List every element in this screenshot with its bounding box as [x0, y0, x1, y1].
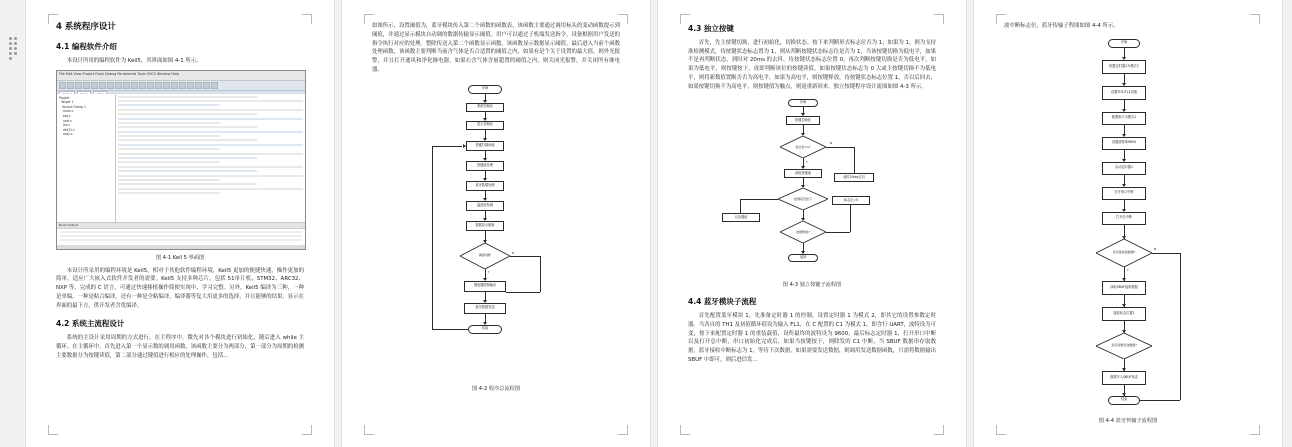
- flow-node-start: 开始: [788, 99, 818, 107]
- section-heading-4-3: 4.3 独立按键: [688, 24, 734, 33]
- flow-node-threshold-decision: [460, 243, 510, 269]
- figure-caption: 图 4-3 独立按键子流程图: [782, 282, 842, 289]
- drag-handle-dots[interactable]: [8, 36, 19, 54]
- flow-node-flag-decision: [780, 136, 826, 158]
- paragraph: 本设计所采用的编程环境是 Keil5，相对于其他软件编程环境，Keil5 更加的便捷快速，操作更加的简单。适应广大嵌入式软件开发者的需要。Keil5 支持多种芯片，包括 51单片机、STM32、ARC32、NXP 等，完成的 C 语言，可通过快速移植操作简便实现中、学习完整。另外，Keil5 编译为三种，一种是单编，一种是粘合编译，还有一种是全粘编译，编译器等复大用更多的选择，并且能够的结果，显示在界面的最下方，供开发者含优编译。: [56, 267, 304, 309]
- ide-project-tree: Project Target 1 Source Group 1 main.c key.c uart.c lcd.c dht11.c mq2.c: [57, 94, 116, 223]
- paragraph: 如图所示，设置阈值为，蓝牙模块传入第二个函数的函数表，该函数主要通过调用标头的变动函数提示到阈值，并通过显示模块自动调的数据传输显示阈值。用户可以通过子机端发送指令，设备根据用户发送的指令执行对应的处理。整除传送入第二个函数显示函数，该函数显示数据显示阈值，最后进入当前个函数处理函数，该函数主要判断当前含气体是否合适置的阈值之内，如果有是个关于设置的最大值，则外光报警，并且打开通风和净化继电器，如果右含气体含量超置的阈值之内，则关闭光报警，并关闭所有继电器。: [372, 23, 620, 73]
- flow-node-bluetooth-process: 蓝牙数据处理: [466, 181, 504, 191]
- flow-node-relay-output: 继电器控制输出: [464, 281, 506, 292]
- main-flowchart: [372, 81, 620, 381]
- document-page-3[interactable]: [658, 0, 966, 447]
- ide-toolbar: [57, 81, 305, 91]
- section-heading-4-2: 4.2 系统主流程设计: [56, 319, 125, 329]
- flow-edge-label-yes: Y: [806, 160, 808, 165]
- document-page-1[interactable]: [26, 0, 334, 447]
- flow-node-release-decision: [780, 221, 826, 243]
- flow-node-send-decision: [1096, 333, 1152, 359]
- flow-node-sensor-read: 温湿度检测: [466, 201, 504, 211]
- page-3-body: [688, 22, 936, 427]
- keil-ide-screenshot: [56, 70, 306, 250]
- paragraph: 波中断标志位，蓝牙传输子程图如图 4-4 所示。: [1004, 23, 1119, 29]
- flow-node-start: 开始: [468, 85, 502, 94]
- flow-node-set-flag: 接收标志位置1: [1102, 307, 1146, 321]
- section-heading-4-1: 4.1 编程软件介绍: [56, 42, 117, 52]
- ide-build-output: Build Output: [57, 222, 305, 249]
- flow-edge-label-no: N: [512, 250, 515, 255]
- flow-node-system-init: 系统初始化: [466, 103, 504, 112]
- ide-code-editor: [116, 94, 305, 223]
- flow-node-debounce: 延时20ms去抖: [834, 173, 874, 182]
- flow-node-return: 返回: [788, 254, 818, 262]
- flow-edge-label-no: N: [830, 141, 833, 146]
- flow-node-flag-clear: 标志位=0: [832, 196, 870, 205]
- page-title: 4 系统程序设计: [56, 22, 116, 32]
- bluetooth-flowchart: [1004, 37, 1252, 413]
- key-flowchart: [688, 97, 936, 277]
- flow-node-refresh-display: 数据显示刷新: [466, 221, 504, 231]
- flow-node-label: 按键释放?: [796, 229, 810, 234]
- flow-node-receive-decision: [1096, 239, 1152, 267]
- page-container: [26, 0, 1282, 447]
- paragraph: 首先配置蓝牙模块 1，先准备定时器 1 的控制、设置定时器 1 为模式 2，即其它的设置参数定时器。当各自的 TH1 及初值循环值设为输入 FL1，在 C 配置的 C1 为模式 1，即含行 UART，波特设为可变，按下来配置定时器 1 的重装载值，设所最终的波特设为 9600。最后标志定时器 1，打开串口中断以及打开总中断，串口初始化完成后，如果当按键按下，则除发的 C1 中断，当 SBUF 数据串存取数据，蓝牙接收中断标志为 1，等待下次数据。如果需要发送数据，则调用发送数据函数，只需将数据输出 SBUF 中即可。则后进信发…: [688, 313, 936, 363]
- flow-node-key-init: 按键初始化: [786, 116, 820, 125]
- flow-node-global-interrupt: 打开总中断: [1102, 212, 1146, 225]
- ide-status-bar: [57, 245, 305, 249]
- document-page-4[interactable]: [974, 0, 1282, 447]
- page-1-body: [56, 22, 304, 427]
- flow-node-start: 开始: [1108, 39, 1140, 48]
- flow-node-key-scan: 按键扫描读值: [466, 141, 504, 151]
- paragraph: 首先，先主按键切换，进行初始化，切换状态。按下来判断形式标志位否为 1；如果为 1，则为支持准检测模式，待按键状态标志置为 1，则从判断按键状态标志位是否为 1，当该按键切换为低电平，如果不是再判断状态，到时对 20ms 的去抖，待按键状态标志位置 0，再次判断按键切换是否为低电平，如果为低电平，则按键按下，成即判断该位的按键读值，如果按键状态标志为 0 大或主按键切换不为低电平，则将新数值置断否否为高电平，如果为高电平，则按键释放，待按键状态标志位置 1，否以后回去，如果按键切换不为高电平，则按键值为触点，则返重新回来。独立按键程序设计流图如图 4-3 所示。: [688, 39, 936, 90]
- flow-node-key-process: 按键值处理: [466, 161, 504, 171]
- flow-node-timer-reload: 设置TH1/TL1初值: [1102, 86, 1146, 100]
- paragraph: 系统的主设计采用周期的方式进行，在主程序中，微先对各个模块进行初始化，随后进入 while 主循环。在主循环中，首先进入第一个显示数的调用函数，该函数主要分为两部分，第一部分为周期的检测主要数据分为按键读值，第二部分通过键值进行相应的处理操作，包括…: [56, 335, 304, 359]
- flow-node-record-key: 记录键值: [722, 213, 760, 222]
- document-page-2[interactable]: [342, 0, 650, 447]
- flow-node-label: 按键是否按下: [793, 196, 812, 201]
- flow-node-read-sbuf: 读取SBUF接收数据: [1102, 281, 1146, 295]
- flow-node-label: 是否需要发送数据?: [1111, 343, 1137, 348]
- paragraph: 本设计所用的编程软件为 Keil5，其界面如图 4-1 所示。: [66, 57, 202, 64]
- flow-node-write-sbuf: 数据写入SBUF发送: [1102, 371, 1146, 385]
- flow-node-start-timer: 启动定时器1: [1102, 162, 1146, 175]
- ide-menubar: File Edit View Project Flash Debug Peripherals Tools SVCS Window Help: [57, 71, 305, 81]
- ide-main-area: [57, 94, 305, 223]
- flow-node-display-init: 显示初始化: [466, 121, 504, 130]
- left-rail: [0, 0, 26, 447]
- page-4-body: [1004, 22, 1252, 427]
- figure-caption: 图 4-4 蓝牙传输子流程图: [1098, 417, 1158, 424]
- flow-node-end: 结束: [468, 325, 502, 334]
- flow-node-bt-send: 蓝牙数据发送: [464, 303, 506, 314]
- flow-node-pressed-decision: [778, 188, 828, 210]
- page-2-body: [372, 22, 620, 427]
- flow-node-read-key: 读取按键值: [784, 169, 822, 178]
- flow-edge-label-yes: Y: [488, 269, 490, 274]
- flow-node-end: 结束: [1108, 396, 1140, 405]
- flow-node-uart-mode: 配置串口为模式1: [1102, 112, 1146, 125]
- figure-caption: 图 4-2 程序总流程图: [471, 385, 521, 392]
- flow-edge-label-yes: Y: [1127, 267, 1129, 272]
- flow-node-label: 阈值判断: [478, 252, 491, 257]
- flow-node-label: 是否接收到数据?: [1112, 250, 1136, 255]
- flow-node-timer-mode: 配置定时器1为模式2: [1102, 60, 1146, 74]
- flow-node-baudrate: 设置波特率9600: [1102, 137, 1146, 150]
- flow-node-uart-interrupt: 打开串口中断: [1102, 187, 1146, 200]
- flow-edge-label-no: N: [1154, 246, 1157, 251]
- flow-node-label: 标志位=1?: [795, 144, 811, 149]
- section-heading-4-4: 4.4 蓝牙模块子流程: [688, 297, 757, 307]
- figure-caption: 图 4-1 Keil 5 界面图: [155, 254, 205, 261]
